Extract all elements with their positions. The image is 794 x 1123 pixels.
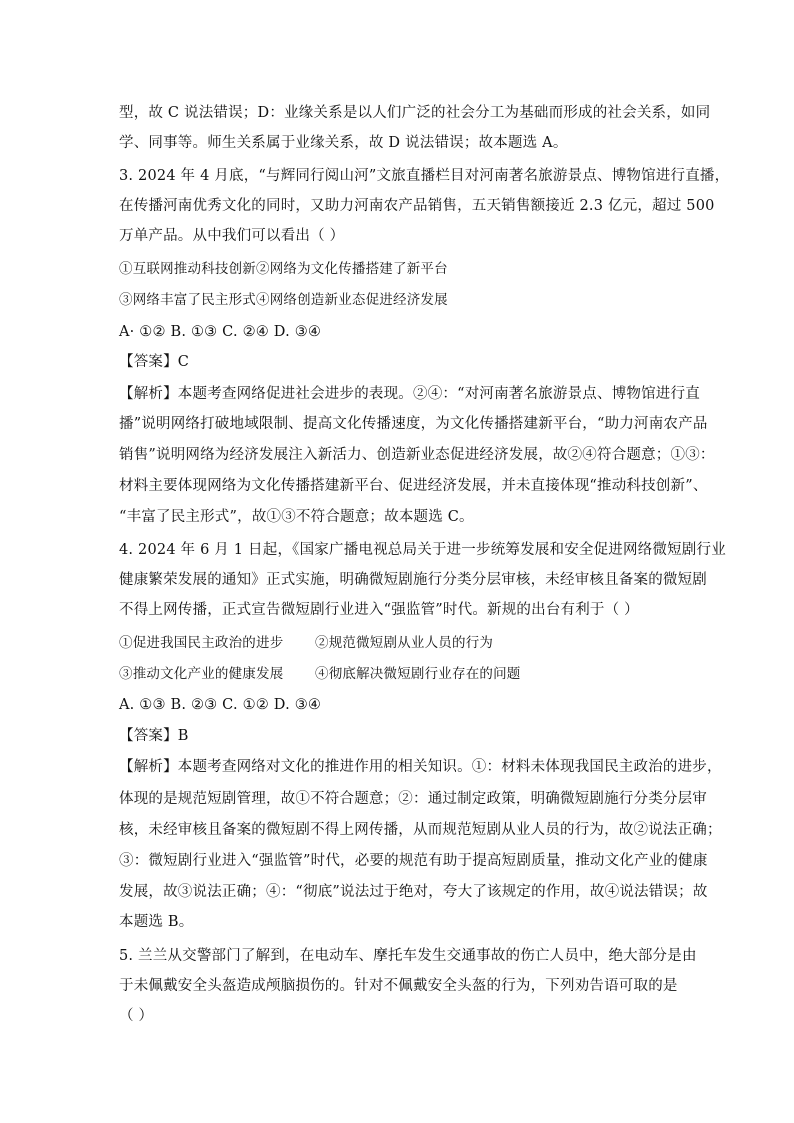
question-4-option-row <box>119 633 689 653</box>
text-line: 于未佩戴安全头盔造成颅脑损伤的。针对不佩戴安全头盔的行为，下列劝告语可取的是 <box>119 978 678 994</box>
question-3-stem: 3. 2024 年 4 月底，“与辉同行阅山河”文旅直播栏目对河南著名旅游景点、博物馆进行直播， <box>119 168 730 184</box>
text-line: 万单产品。从中我们可以看出（ ） <box>119 228 345 244</box>
text-line: 在传播河南优秀文化的同时，又助力河南农产品销售，五天销售额接近 2.3 亿元，超过 500 <box>119 198 715 214</box>
text-line: 学、同事等。师生关系属于业缘关系，故 D 说法错误；故本题选 A。 <box>119 135 568 151</box>
text-line: 健康繁荣发展的通知》正式实施，明确微短剧施行分类分层审核，未经审核且备案的微短剧 <box>119 572 707 588</box>
text-line: 不得上网传播，正式宣告微短剧行业进入“强监管”时代。新规的出台有利于（ ） <box>119 602 639 618</box>
answer-label: 【答案】C <box>119 354 190 370</box>
question-4-option-row <box>119 664 689 684</box>
text-line: ③：微短剧行业进入“强监管”时代，必要的规范有助于提高短剧质量，推动文化产业的健康 <box>119 853 708 869</box>
text-line: 发展，故③说法正确；④：“彻底”说法过于绝对，夸大了该规定的作用，故④说法错误；故 <box>119 884 708 900</box>
question-4-stem: 4. 2024 年 6 月 1 日起，《国家广播电视总局关于进一步统筹发展和安全促进网络微短剧行业 <box>119 542 726 558</box>
text-line: 本题选 B。 <box>119 914 194 930</box>
text-line: 销售”说明网络为经济发展注入新活力、创造新业态促进经济发展，故②④符合题意；①③： <box>119 447 715 463</box>
question-3-choices: A· ①② B. ①③ C. ②④ D. ③④ <box>119 324 322 340</box>
question-4-option: ③推动文化产业的健康发展 <box>119 666 284 682</box>
text-line: 体现的是规范短剧管理，故①不符合题意；②：通过制定政策，明确微短剧施行分类分层审 <box>119 791 707 807</box>
question-4-option: ④彻底解决微短剧行业存在的问题 <box>315 666 521 682</box>
analysis-text: 【解析】本题考查网络促进社会进步的表现。②④：“对河南著名旅游景点、博物馆进行直 <box>119 386 700 402</box>
question-3-option: ③网络丰富了民主形式④网络创造新业态促进经济发展 <box>119 292 448 308</box>
question-4-option: ①促进我国民主政治的进步 <box>119 635 284 651</box>
question-4-choices: A. ①③ B. ②③ C. ①② D. ③④ <box>119 697 322 713</box>
text-line: 材料主要体现网络为文化传播搭建新平台、促进经济发展，并未直接体现“推动科技创新”、 <box>119 478 708 494</box>
question-4-option: ②规范微短剧从业人员的行为 <box>315 635 494 651</box>
text-line: （ ） <box>119 1008 154 1024</box>
text-line: 核，未经审核且备案的微短剧不得上网传播，从而规范短剧从业人员的行为，故②说法正确； <box>119 822 722 838</box>
answer-label: 【答案】B <box>119 728 189 744</box>
text-line: 播”说明网络打破地域限制、提高文化传播速度，为文化传播搭建新平台，“助力河南农产品 <box>119 416 708 432</box>
text-line: 型，故 C 说法错误；D：业缘关系是以人们广泛的社会分工为基础而形成的社会关系，如同 <box>119 105 711 121</box>
question-5-stem: 5. 兰兰从交警部门了解到，在电动车、摩托车发生交通事故的伤亡人员中，绝大部分是由 <box>119 948 697 964</box>
text-line: “丰富了民主形式”，故①③不符合题意；故本题选 C。 <box>119 509 474 525</box>
analysis-text: 【解析】本题考查网络对文化的推进作用的相关知识。①：材料未体现我国民主政治的进步， <box>119 759 722 775</box>
question-3-option: ①互联网推动科技创新②网络为文化传播搭建了新平台 <box>119 261 448 277</box>
